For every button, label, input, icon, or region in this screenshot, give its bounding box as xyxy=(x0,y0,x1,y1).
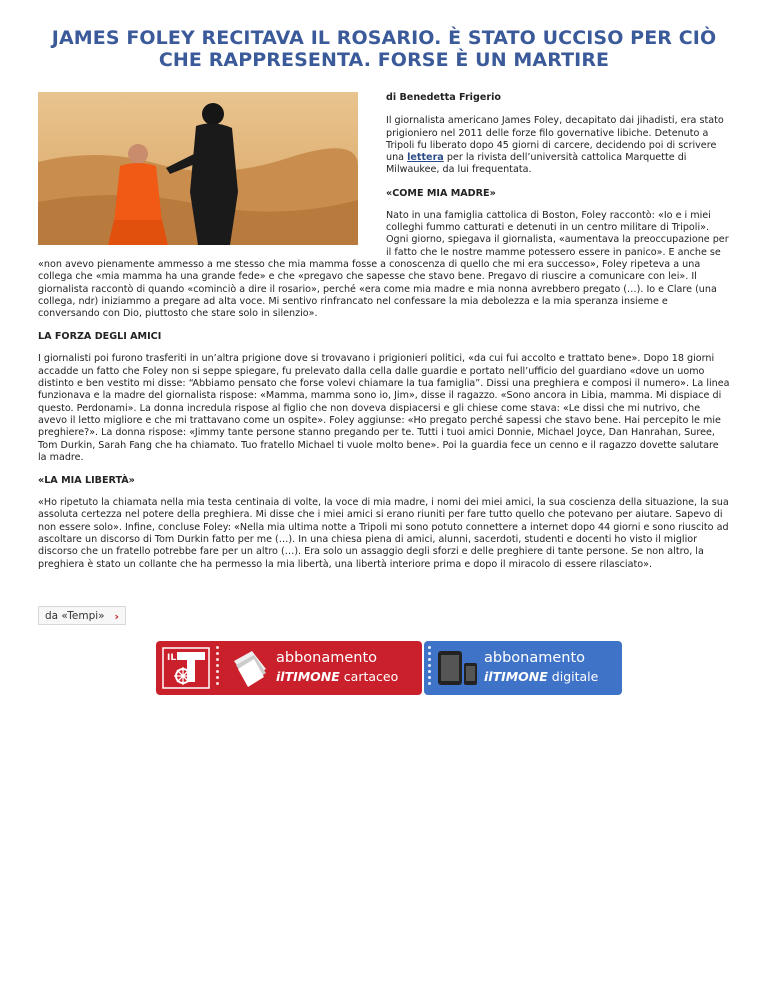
lettera-link[interactable]: lettera xyxy=(407,152,444,164)
paper-type: cartaceo xyxy=(343,669,399,684)
intro-text-1: Il giornalista americano James Foley, decapitato dai jihadisti, era stato prigioniero nel 2011 delle forze filo governative libiche. Detenuto a Tripoli fu liberato dopo 45 giorni di carcere, decidendo poi di scrivere una xyxy=(386,115,724,164)
chevron-right-icon: › xyxy=(114,610,119,623)
digital-subscription-button[interactable] xyxy=(424,641,622,695)
digital-type: digitale xyxy=(551,669,599,684)
subscription-banner xyxy=(156,641,622,695)
divider-dots xyxy=(216,646,220,690)
section-heading-come-mia-madre: «COME MIA MADRE» xyxy=(386,187,496,199)
timone-logo-icon xyxy=(161,646,211,690)
section-paragraph-2: I giornalisti poi furono trasferiti in un’altra prigione dove si trovavano i prigionieri politici, «da cui fui accolto e trattato bene». Dopo 18 giorni accadde un fatto che Foley non si seppe spiegare, fu prelevato dalla cella dalle guardie e portato nell’ufficio del guardiano «dove un uomo distinto e ben vestito mi disse: “Abbiamo pensato che forse volevi chiamare la tua famiglia”. Dissi una preghiera e composi il numero». La linea funzionava e la madre del giornalista rispose: «Mamma, mamma sono io, Jim», disse il ragazzo. «Sono ancora in Libia, mamma. Mi dispiace di questo. Perdonami». La donna incredula rispose al figlio che non doveva dispiacersi e gli chiese come stava: «Le dissi che mi nutrivo, che avevo il letto migliore e che mi trattavano come un ospite». Foley aggiunse: «Ho pregato perché sapessi che stavo bene. Hai percepito le mie preghiere?». La donna rispose: «Jimmy tante persone stanno pregando per te. Tutti i tuoi amici Donnie, Michael Joyce, Dan Hanrahan, Suree, Tom Durkin, Sarah Fang che ha chiamato. Tuo fratello Michael ti vuole molto bene». Poi la guardia fece un cenno e il ragazzo dovette salutare la madre. xyxy=(38,353,730,463)
divider-dots xyxy=(428,646,432,690)
source-label: da «Tempi» xyxy=(45,610,105,622)
paper-subscription-button[interactable] xyxy=(156,641,422,695)
section-heading-mia-liberta: «LA MIA LIBERTÀ» xyxy=(38,475,135,487)
intro-text-2: per la rivista dell’università cattolica Marquette di Milwaukee, da lui frequentata. xyxy=(386,152,687,176)
paper-label: abbonamento xyxy=(276,650,378,666)
digital-brand: ilTIMONE xyxy=(484,669,548,684)
digital-sub-label xyxy=(484,670,598,684)
article-title: JAMES FOLEY RECITAVA IL ROSARIO. È STATO UCCISO PER CIÒ CHE RAPPRESENTA. FORSE È UN MARTIRE xyxy=(51,27,717,71)
article-body xyxy=(38,92,730,582)
article-photo xyxy=(38,92,358,245)
section-paragraph-3: «Ho ripetuto la chiamata nella mia testa centinaia di volte, la voce di mia madre, i nomi dei miei amici, la sua coscienza della situazione, la sua assoluta certezza nel potere della preghiera. Mi disse che i miei amici si erano riuniti per fare tutto quello che potevano per aiutare. Sapevo di non essere solo». Infine, concluse Foley: «Nella mia ultima notte a Tripoli mi sono potuto connettere a internet dopo 44 giorni e sono riuscito ad ascoltare un discorso di Tom Durkin fatto per me (…). In una chiesa piena di amici, alunni, sacerdoti, studenti e docenti ho visto il miglior discorso che un fratello potrebbe fare per un altro (…). Era solo un assaggio degli sforzi e delle preghiere di tante persone. Se non altro, la preghiera è stato un collante che ha permesso la mia libertà, una libertà interiore prima e dopo il miracolo di essere rilasciato». xyxy=(38,497,729,570)
section-paragraph-1: Nato in una famiglia cattolica di Boston, Foley raccontò: «Io e i miei colleghi fummo catturati e detenuti in un centro militare di Tripoli». Ogni giorno, spiegava il giornalista, «aumentava la preoccupazione per il fatto che le nostre mamme potessero essere in panico». E anche se «non avevo pienamente ammesso a me stesso che mia mamma fosse a conoscenza di quello che mi era successo», Foley ripeteva a una collega che «mia mamma ha una grande fede» e che «pregavo che sapesse che stavo bene. Pregavo di riuscire a comunicare con lei». Il giornalista raccontò di quando «cominciò a dire il rosario», perché «era come mia madre e mia nonna avrebbero pregato (…). Io e Clare (una collega, ndr) iniziammo a pregare ad alta voce. Mi sentivo rinfrancato nel confessare la mia debolezza e la mia speranza insieme e conversando con Dio, piuttosto che stare solo in silenzio». xyxy=(38,209,729,320)
newspaper-icon xyxy=(230,647,270,689)
digital-label: abbonamento xyxy=(484,650,586,666)
section-heading-forza-amici: LA FORZA DEGLI AMICI xyxy=(38,331,162,343)
source-link-button[interactable] xyxy=(38,606,126,625)
paper-brand: ilTIMONE xyxy=(276,669,340,684)
tablet-phone-icon xyxy=(436,649,480,689)
svg-text:IL: IL xyxy=(167,653,177,663)
paper-sub-label xyxy=(276,670,398,684)
byline: di Benedetta Frigerio xyxy=(386,92,501,103)
